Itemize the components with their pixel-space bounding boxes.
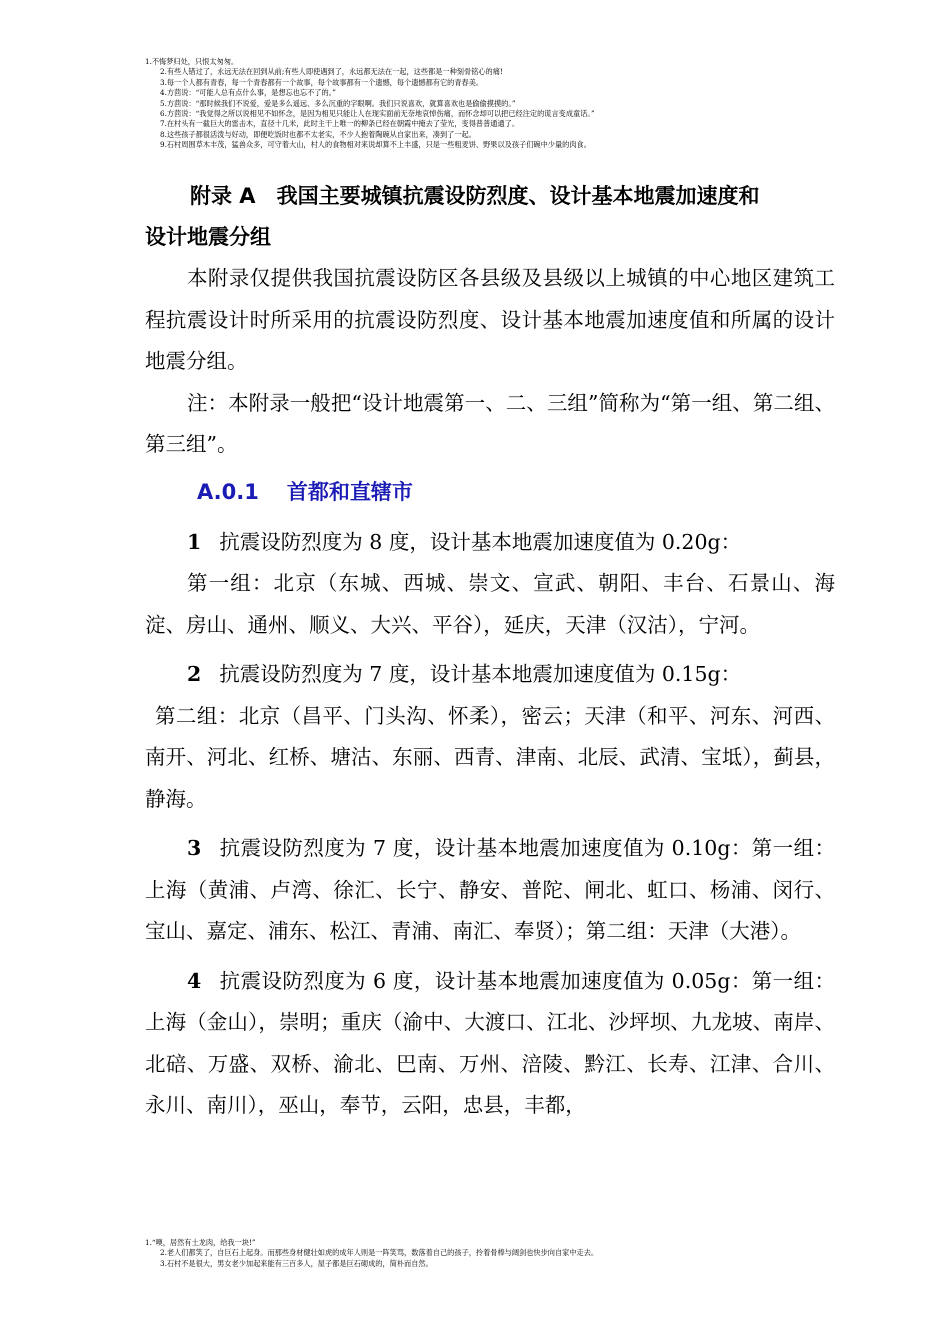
item-heading [145,522,835,564]
header-note: 3.每一个人都有青春，每一个青春都有一个故事，每个故事都有一个遗憾，每个遗憾都有它的青春美。 [160,77,484,87]
header-note: 5.方茴说：“那时候我们不说爱，爱是多么遥远、多么沉重的字眼啊。我们只说喜欢，就算喜欢也是偷偷摸摸的。” [160,98,516,108]
item-heading [145,961,835,1127]
item-text: 抗震设防烈度为 8 度，设计基本地震加速度值为 0.20g： [219,529,742,554]
item-text: 抗震设防烈度为 6 度，设计基本地震加速度值为 0.05g：第一组：上海（金山），崇明；重庆（渝中、大渡口、江北、沙坪坝、九龙坡、南岸、北碚、万盛、双桥、渝北、巴南、万州、涪陵、黔江、长寿、江津、合川、永川、南川），巫山，奉节，云阳，忠县，丰都， [145,968,835,1117]
footer-note: 1.“噢，居然有土龙肉，给我一块!” [145,1238,256,1247]
item-number: 2 [187,662,202,686]
appendix-title-line1: 附录 A 我国主要城镇抗震设防烈度、设计基本地震加速度和 [190,184,760,208]
section-number: A.0.1 [197,479,259,504]
footer-notes [145,1238,865,1269]
section-heading [145,470,835,514]
header-note: 8.这些孩子都很活泼与好动，即便吃饭时也都不太老实，不少人抱着陶碗从自家出来，凑到了一起。 [160,129,476,139]
document-body [145,176,835,1127]
footer-note: 3.石村不是很大，男女老少加起来能有三百多人，屋子都是巨石砌成的，简朴而自然。 [160,1258,433,1268]
item-heading [145,828,835,953]
item-heading [145,654,835,696]
appendix-title-line2: 设计地震分组 [145,225,271,249]
header-note: 2.有些人错过了，永远无法在回到从前;有些人即使遇到了，永远都无法在一起，这些都是一种刻骨铭心的痛! [160,67,503,77]
header-note: 6.方茴说：“我觉得之所以说相见不如怀念，是因为相见只能让人在现实面前无奈地哀悼伤痛，而怀念却可以把已经注定的谎言变成童话。” [160,109,595,119]
item-number: 4 [187,968,202,993]
header-note: 9.石村周围草木丰茂，猛兽众多，可守着大山，村人的食物相对来说却算不上丰盛，只是一些粗麦饼、野果以及孩子们碗中少量的肉食。 [160,140,591,150]
section-title: 首都和直辖市 [286,479,413,504]
footer-note: 2.老人们都笑了，自巨石上起身。而那些身材健壮如虎的成年人则是一阵笑骂，数落着自己的孩子，拎着骨棒与阔剑也快步向自家中走去。 [160,1248,599,1258]
header-note: 4.方茴说：“可能人总有点什么事，是想忘也忘不了的。” [160,88,336,98]
item-text: 抗震设防烈度为 7 度，设计基本地震加速度值为 0.10g：第一组：上海（黄浦、卢湾、徐汇、长宁、静安、普陀、闸北、虹口、杨浦、闵行、宝山、嘉定、浦东、松江、青浦、南汇、奉贤）；第二组：天津（大港）。 [145,836,835,943]
header-notes [145,57,865,151]
item-group: 第一组：北京（东城、西城、崇文、宣武、朝阳、丰台、石景山、海淀、房山、通州、顺义、大兴、平谷），延庆，天津（汉沽），宁河。 [145,571,835,637]
header-note: 7.在村头有一截巨大的雷击木，直径十几米，此时主干上唯一的柳条已经在朝霞中掩去了莹光，变得普普通通了。 [160,119,520,129]
header-note: 1.不悔梦归处，只恨太匆匆。 [145,57,239,66]
item-number: 3 [187,836,202,860]
appendix-note: 注：本附录一般把“设计地震第一、二、三组”简称为“第一组、第二组、第三组”。 [145,390,835,456]
item-group: 第二组：北京（昌平、门头沟、怀柔），密云；天津（和平、河东、河西、南开、河北、红桥、塘沽、东丽、西青、津南、北辰、武清、宝坻），蓟县，静海。 [145,703,835,811]
appendix-title [145,176,835,258]
appendix-intro: 本附录仅提供我国抗震设防区各县级及县级以上城镇的中心地区建筑工程抗震设计时所采用的抗震设防烈度、设计基本地震加速度值和所属的设计地震分组。 [145,266,835,373]
item-number: 1 [187,529,202,554]
item-text: 抗震设防烈度为 7 度，设计基本地震加速度值为 0.15g： [219,662,742,686]
